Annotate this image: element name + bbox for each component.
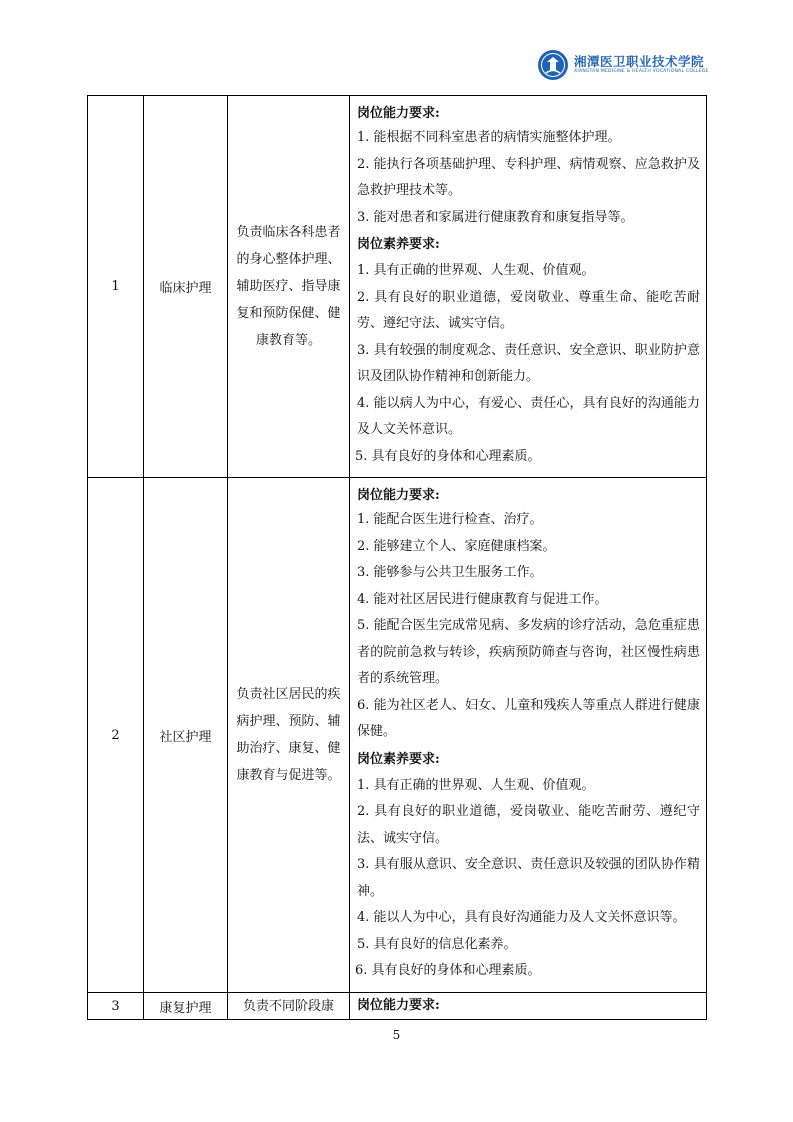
ability-item: 1. 能配合医生进行检查、治疗。 xyxy=(357,512,543,528)
school-name: 湘潭医卫职业技术学院 xyxy=(574,54,705,69)
ability-item: 5. 能配合医生完成常见病、多发病的诊疗活动，急危重症患者的院前急救与转诊，疾病预防筛查与咨询，社区慢性病患者的系统管理。 xyxy=(357,618,700,687)
quality-item: 3. 具有服从意识、安全意识、责任意识及较强的团队协作精神。 xyxy=(357,857,700,899)
table-row xyxy=(88,478,707,993)
job-title: 临床护理 xyxy=(144,96,228,478)
ability-heading: 岗位能力要求: xyxy=(357,106,440,121)
job-description-cell xyxy=(228,993,350,1020)
job-description-cell xyxy=(228,478,350,993)
job-requirements-table xyxy=(87,95,707,1020)
ability-item: 6. 能为社区老人、妇女、儿童和残疾人等重点人群进行健康保健。 xyxy=(357,697,700,740)
page-number: 5 xyxy=(392,1028,401,1042)
row-number: 3 xyxy=(88,993,144,1020)
quality-item: 4. 能以病人为中心，有爱心、责任心，具有良好的沟通能力及人文关怀意识。 xyxy=(357,395,700,437)
quality-heading: 岗位素养要求: xyxy=(357,237,440,252)
quality-item: 3. 具有较强的制度观念、责任意识、安全意识、职业防护意识及团队协作精神和创新能力。 xyxy=(357,342,700,384)
ability-item: 4. 能对社区居民进行健康教育与促进工作。 xyxy=(357,591,608,607)
requirements-cell xyxy=(350,993,707,1020)
row-number: 2 xyxy=(88,478,144,993)
college-emblem-icon xyxy=(537,49,569,81)
job-description: 负责社区居民的疾病护理、预防、辅助治疗、康复、健康教育与促进等。 xyxy=(236,687,341,783)
ability-item: 3. 能对患者和家属进行健康教育和康复指导等。 xyxy=(357,209,634,225)
ability-heading: 岗位能力要求: xyxy=(357,488,440,504)
quality-item: 2. 具有良好的职业道德，爱岗敬业、尊重生命、能吃苦耐劳、遵纪守法、诚实守信。 xyxy=(357,289,700,331)
quality-item: 1. 具有正确的世界观、人生观、价值观。 xyxy=(357,263,595,278)
job-description: 负责不同阶段康 xyxy=(242,998,334,1014)
job-title: 社区护理 xyxy=(144,478,228,993)
table-row xyxy=(88,96,707,478)
quality-item: 1. 具有正确的世界观、人生观、价值观。 xyxy=(357,777,595,793)
ability-item: 1. 能根据不同科室患者的病情实施整体护理。 xyxy=(357,130,621,145)
quality-item: 5. 具有良好的信息化素养。 xyxy=(357,936,517,952)
school-name-en: XIANGTAN MEDICINE & HEALTH VOCATIONAL COLLEGE xyxy=(574,69,709,74)
row-number: 1 xyxy=(88,96,144,478)
requirements-cell xyxy=(350,478,707,993)
quality-item: 2. 具有良好的职业道德，爱岗敬业、能吃苦耐劳、遵纪守法、诚实守信。 xyxy=(357,804,700,846)
header-logo xyxy=(537,46,717,90)
ability-item: 2. 能执行各项基础护理、专科护理、病情观察、应急救护及急救护理技术等。 xyxy=(357,156,700,198)
quality-item: 5. 具有良好的身体和心理素质。 xyxy=(355,448,541,464)
ability-item: 2. 能够建立个人、家庭健康档案。 xyxy=(357,538,556,554)
requirements-cell xyxy=(350,96,707,478)
quality-heading: 岗位素养要求: xyxy=(357,751,440,767)
quality-item: 6. 具有良好的身体和心理素质。 xyxy=(355,963,541,979)
job-description: 负责临床各科患者的身心整体护理、辅助医疗、指导康复和预防保健、健康教育等。 xyxy=(236,225,341,348)
job-title: 康复护理 xyxy=(144,993,228,1020)
table-row xyxy=(88,993,707,1020)
quality-item: 4. 能以人为中心，具有良好沟通能力及人文关怀意识等。 xyxy=(357,910,686,926)
ability-heading: 岗位能力要求: xyxy=(357,998,440,1013)
ability-item: 3. 能够参与公共卫生服务工作。 xyxy=(357,565,543,581)
job-description-cell xyxy=(228,96,350,478)
